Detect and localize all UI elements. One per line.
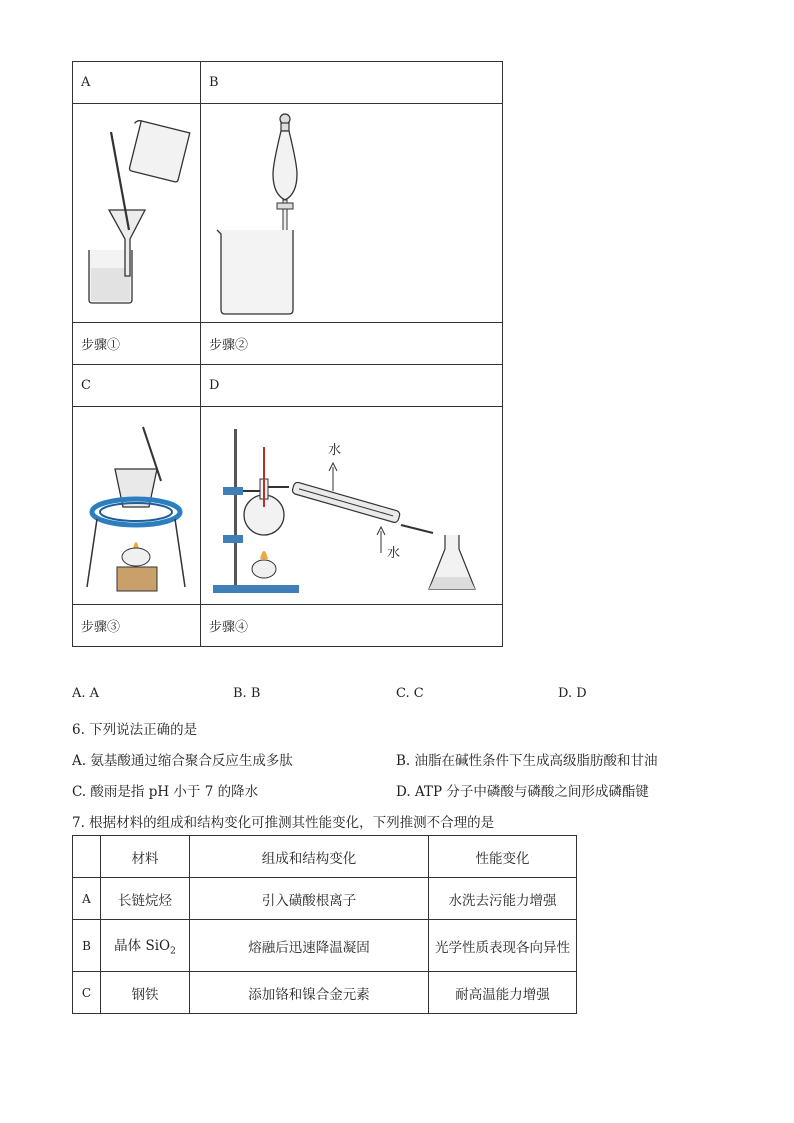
- evaporation-figure: [73, 407, 201, 605]
- row-key: B: [73, 920, 101, 972]
- filtration-figure: [73, 104, 201, 323]
- q5-option-c[interactable]: C. C: [396, 686, 424, 701]
- row-material: 钢铁: [101, 972, 190, 1014]
- row-effect: 光学性质表现各向异性: [429, 920, 577, 972]
- distillation-figure: [201, 407, 503, 605]
- step-a: 步骤①: [73, 323, 201, 365]
- q5-option-a[interactable]: A. A: [72, 686, 100, 701]
- row-change: 引入磺酸根离子: [190, 878, 429, 920]
- table-row: [73, 920, 577, 972]
- q6-option-a[interactable]: A. 氨基酸通过缩合聚合反应生成多肽: [72, 753, 293, 769]
- q6-option-c[interactable]: C. 酸雨是指 pH 小于 7 的降水: [72, 784, 259, 800]
- q6-option-b[interactable]: B. 油脂在碱性条件下生成高级脂肪酸和甘油: [396, 753, 658, 769]
- table-row: [73, 972, 577, 1014]
- header-structure-change: 组成和结构变化: [190, 836, 429, 878]
- label-b: B: [201, 62, 503, 104]
- step-b: 步骤②: [201, 323, 503, 365]
- header-blank: [73, 836, 101, 878]
- q5-option-d[interactable]: D. D: [558, 686, 587, 701]
- water-in-label: 水: [387, 546, 401, 561]
- q6-option-d[interactable]: D. ATP 分子中磷酸与磷酸之间形成磷酯键: [396, 784, 649, 800]
- label-a: A: [73, 62, 201, 104]
- q6-stem: 6. 下列说法正确的是: [72, 722, 198, 738]
- q7-material-table: [72, 835, 577, 1014]
- table-row: [73, 878, 577, 920]
- row-key: C: [73, 972, 101, 1014]
- row-effect: 水洗去污能力增强: [429, 878, 577, 920]
- separatory-funnel-figure: [201, 104, 503, 323]
- q7-stem: 7. 根据材料的组成和结构变化可推测其性能变化，下列推测不合理的是: [72, 815, 495, 831]
- row-material: 晶体 SiO$_2$: [101, 920, 190, 972]
- q5-apparatus-table: [72, 61, 503, 647]
- q5-option-b[interactable]: B. B: [233, 686, 261, 701]
- header-material: 材料: [101, 836, 190, 878]
- water-out-label: 水: [328, 443, 342, 458]
- row-effect: 耐高温能力增强: [429, 972, 577, 1014]
- step-d: 步骤④: [201, 605, 503, 647]
- row-material: 长链烷烃: [101, 878, 190, 920]
- header-performance-change: 性能变化: [429, 836, 577, 878]
- label-d: D: [201, 365, 503, 407]
- row-change: 添加铬和镍合金元素: [190, 972, 429, 1014]
- label-c: C: [73, 365, 201, 407]
- step-c: 步骤③: [73, 605, 201, 647]
- row-change: 熔融后迅速降温凝固: [190, 920, 429, 972]
- row-key: A: [73, 878, 101, 920]
